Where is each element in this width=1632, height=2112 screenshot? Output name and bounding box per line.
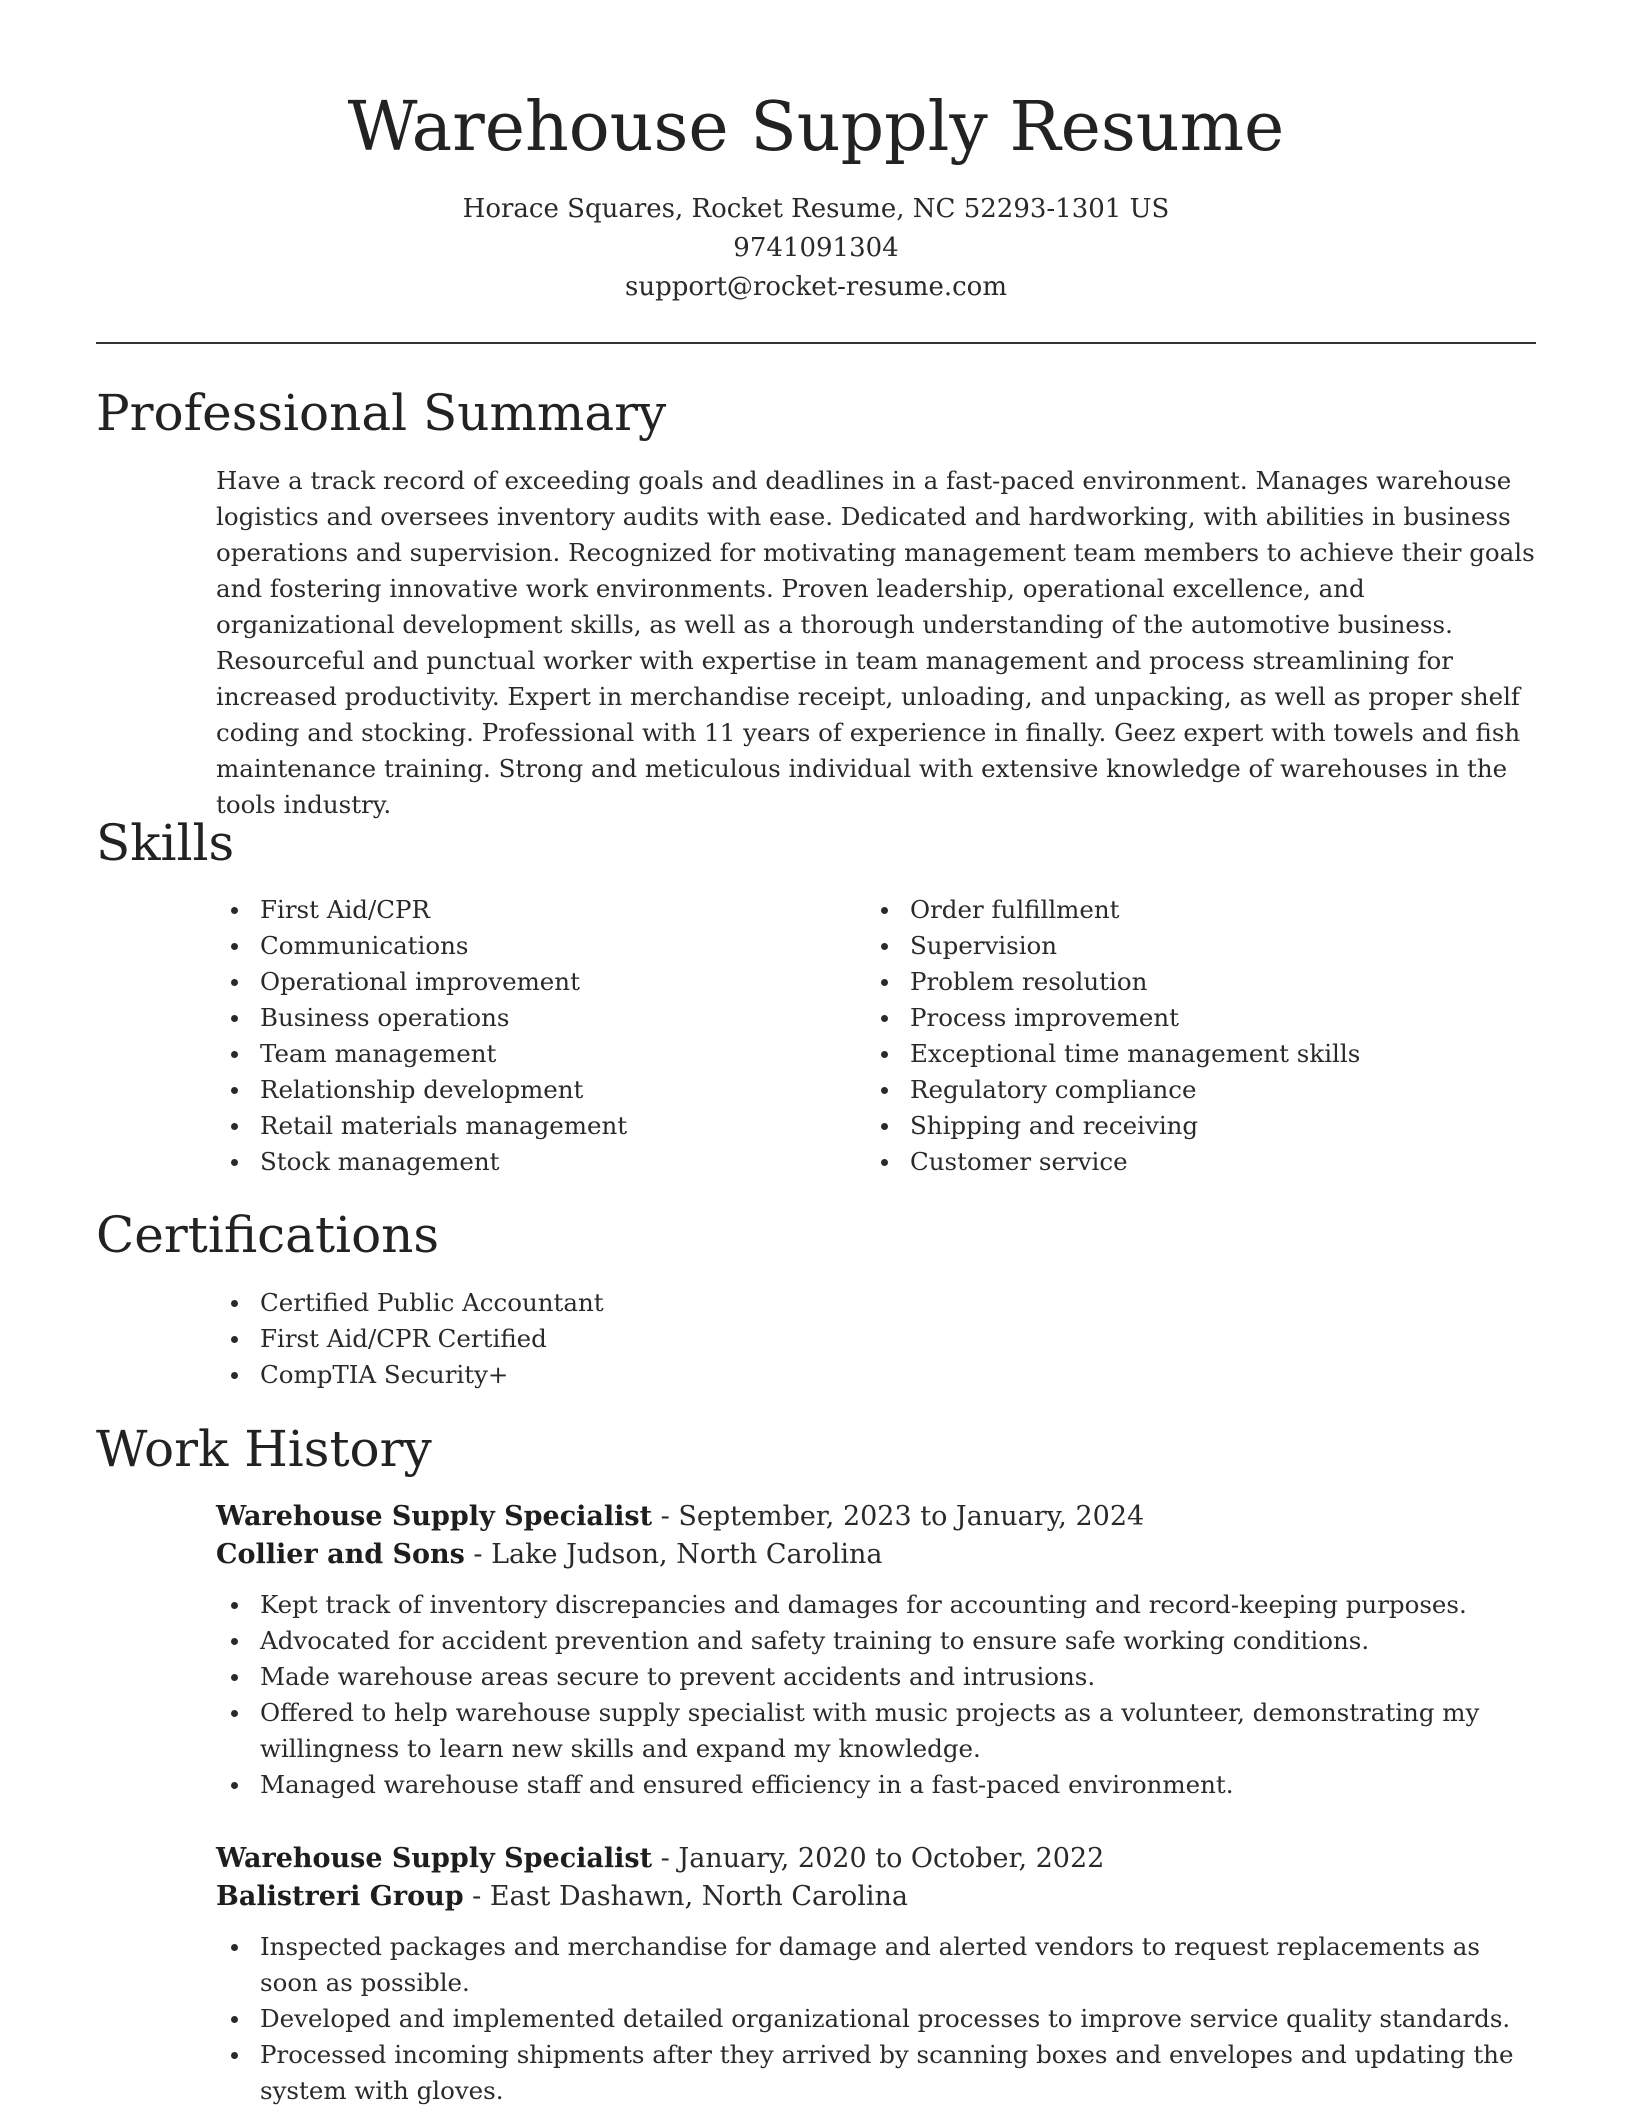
header-divider [96, 342, 1536, 344]
skills-heading: Skills [96, 814, 235, 872]
skill-item: Order fulfillment [866, 892, 1536, 928]
certifications-list [216, 1285, 1516, 1393]
skill-item: Regulatory compliance [866, 1072, 1536, 1108]
resume-header [0, 0, 1632, 307]
job-bullet: Inspected packages and merchandise for damage and alerted vendors to request replacements as soon as possible. [216, 1929, 1538, 2001]
certifications-heading: Certifications [96, 1206, 440, 1264]
job-bullet: Offered to help warehouse supply specialist with music projects as a volunteer, demonstrating my willingness to learn new skills and expand my knowledge. [216, 1695, 1538, 1767]
summary-heading: Professional Summary [96, 384, 667, 442]
contact-info [0, 190, 1632, 307]
job-company: Balistreri Group [216, 1881, 464, 1912]
job-title: Warehouse Supply Specialist [216, 1501, 653, 1532]
job-bullets [216, 1587, 1538, 1803]
job-entry [216, 1840, 1538, 2109]
certification-item: Certified Public Accountant [216, 1285, 1516, 1321]
job-bullet: Kept track of inventory discrepancies and damages for accounting and record-keeping purposes. [216, 1587, 1538, 1623]
summary-text: Have a track record of exceeding goals and deadlines in a fast-paced environment. Manages warehouse logistics and oversees inventory audits with ease. Dedicated and hardworking, with abilities in business operations and supervision. Recognized for motivating management team members to achieve their goals and fostering innovative work environments. Proven leadership, operational excellence, and organizational development skills, as well as a thorough understanding of the automotive business. Resourceful and punctual worker with expertise in team management and process streamlining for increased productivity. Expert in merchandise receipt, unloading, and unpacking, as well as proper shelf coding and stocking. Professional with 11 years of experience in finally. Geez expert with towels and fish maintenance training. Strong and meticulous individual with extensive knowledge of warehouses in the tools industry. [216, 466, 1535, 819]
job-title-line [216, 1840, 1538, 1878]
skill-item: Stock management [216, 1144, 866, 1180]
skill-item: Team management [216, 1036, 866, 1072]
work-history-heading: Work History [96, 1420, 432, 1478]
certification-item: First Aid/CPR Certified [216, 1321, 1516, 1357]
skill-item: Supervision [866, 928, 1536, 964]
job-bullet: Made warehouse areas secure to prevent accidents and intrusions. [216, 1659, 1538, 1695]
job-bullet: Managed warehouse staff and ensured efficiency in a fast-paced environment. [216, 1767, 1538, 1803]
skill-item: Communications [216, 928, 866, 964]
skills-list-right [866, 892, 1536, 1180]
phone: 9741091304 [733, 233, 899, 263]
certification-item: CompTIA Security+ [216, 1357, 1516, 1393]
skill-item: Operational improvement [216, 964, 866, 1000]
job-bullet: Processed incoming shipments after they arrived by scanning boxes and envelopes and updating the system with gloves. [216, 2037, 1538, 2109]
job-dates: - January, 2020 to October, 2022 [652, 1843, 1105, 1874]
email: support@rocket-resume.com [624, 272, 1007, 302]
job-title: Warehouse Supply Specialist [216, 1843, 653, 1874]
job-bullet: Developed and implemented detailed organizational processes to improve service quality standards. [216, 2001, 1538, 2037]
job-company-line [216, 1878, 1538, 1916]
skill-item: Exceptional time management skills [866, 1036, 1536, 1072]
skill-item: Retail materials management [216, 1108, 866, 1144]
job-bullet: Advocated for accident prevention and safety training to ensure safe working conditions. [216, 1623, 1538, 1659]
job-title-line [216, 1498, 1538, 1536]
job-company: Collier and Sons [216, 1539, 465, 1570]
address: Horace Squares, Rocket Resume, NC 52293-1301 US [462, 194, 1170, 224]
skill-item: Business operations [216, 1000, 866, 1036]
skill-item: Customer service [866, 1144, 1536, 1180]
job-bullets [216, 1929, 1538, 2109]
skill-item: Shipping and receiving [866, 1108, 1536, 1144]
skill-item: Process improvement [866, 1000, 1536, 1036]
skill-item: First Aid/CPR [216, 892, 866, 928]
job-location: - East Dashawn, North Carolina [463, 1881, 909, 1912]
job-entry [216, 1498, 1538, 1803]
skill-item: Problem resolution [866, 964, 1536, 1000]
job-dates: - September, 2023 to January, 2024 [652, 1501, 1145, 1532]
skill-item: Relationship development [216, 1072, 866, 1108]
job-location: - Lake Judson, North Carolina [464, 1539, 883, 1570]
resume-title: Warehouse Supply Resume [347, 88, 1285, 167]
skills-list-left [216, 892, 866, 1180]
job-company-line [216, 1536, 1538, 1574]
